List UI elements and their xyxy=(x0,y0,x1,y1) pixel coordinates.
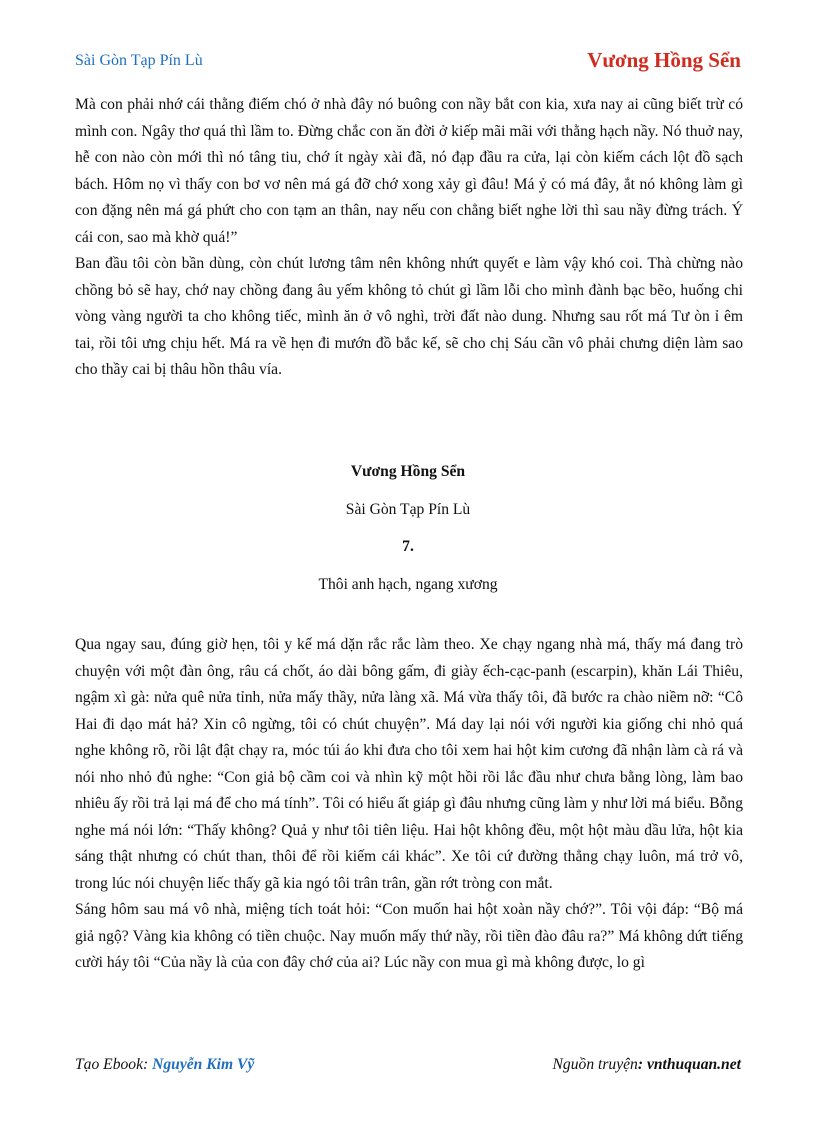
chapter-number: 7. xyxy=(402,538,414,555)
chapter-title: Thôi anh hạch, ngang xương xyxy=(318,576,498,593)
footer-source-site: vnthuquan.net xyxy=(646,1056,741,1073)
paragraph: Mà con phải nhớ cái thằng điếm chó ở nhà đây nó buông con nầy bắt con kia, xưa nay ai cũng biết trừ có mình con. Ngây thơ quá thì lầm to. Đừng chắc con ăn đời ở kiếp mãi mãi với thằng hạch nầy. Nó thuở nay, hễ con nào còn mới thì nó tâng tiu, chớ ít ngày xài đã, nó đạp đầu ra cửa, lại còn kiếm cách lột đồ sạch bách. Hôm nọ vì thấy con bơ vơ nên má gá đỡ chớ xong xảy gì đâu! Má ỷ có má đây, ắt nó không làm gì con đặng nên má gá phứt cho con tạm an thân, nay nếu con chẳng biết nghe lời thì sau nầy đừng trách. Ý cái con, sao mà khờ quá!” xyxy=(75,96,743,246)
footer-ebook-credit xyxy=(75,1056,254,1074)
footer-source-separator: : xyxy=(637,1056,647,1073)
chapter-author: Vương Hồng Sển xyxy=(350,463,466,480)
chapter-book-title: Sài Gòn Tạp Pín Lù xyxy=(345,501,471,518)
top-text-block xyxy=(75,92,743,384)
header-author: Vương Hồng Sển xyxy=(587,48,741,72)
footer-source-label: Nguồn truyện xyxy=(552,1056,638,1073)
footer-ebook-separator: : xyxy=(143,1056,153,1073)
footer-ebook-label: Tạo Ebook xyxy=(75,1056,144,1073)
paragraph: Ban đầu tôi còn bần dùng, còn chút lương tâm nên không nhứt quyết e làm vậy khó coi. Thà chừng nào chồng bỏ sẽ hay, chớ nay chồng đang âu yếm không tỏ chút gì lầm lỗi cho mình đành bạc bẽo, huống chi vòng vàng người ta cho không tiếc, mình ăn ở vô nghì, trời đất nào dung. Nhưng sau rốt má Tư òn ỉ êm tai, rồi tôi ưng chịu hết. Má ra về hẹn đi mướn đồ bắc kế, sẽ cho chị Sáu cần vô phải chưng diện làm sao cho thầy cai bị thâu hồn thâu vía. xyxy=(75,255,743,378)
paragraph: Qua ngay sau, đúng giờ hẹn, tôi y kế má dặn rắc rắc làm theo. Xe chạy ngang nhà má, thấy má đang trò chuyện với một đàn ông, râu cá chốt, áo dài bông gấm, đi giày ếch-cạc-panh (escarpin), khăn Lái Thiêu, ngậm xì gà: nửa quê nửa tỉnh, nửa mấy thầy, nửa làng xã. Má vừa thấy tôi, đã bước ra chào niềm nỡ: “Cô Hai đi dạo mát hả? Xin cô ngừng, tôi có chút chuyện”. Má day lại nói với người kia giống chi nhỏ quá nghe không rõ, rồi lật đật chạy ra, móc túi áo khi đưa cho tôi xem hai hột kim cương đã nhận làm cà rá và nói nho nhỏ đủ nghe: “Con giả bộ cầm coi và nhìn kỹ một hồi rồi lắc đầu như chưa bằng lòng, làm bao nhiêu ấy rồi trả lại má để cho má tính”. Tôi có hiểu ất giáp gì đâu nhưng cũng làm y như lời má biểu. Bỗng nghe má nói lớn: “Thấy không? Quả y như tôi tiên liệu. Hai hột không đều, một hột màu dầu lửa, hột kia sáng thật nhưng có chút than, thôi để rồi kiếm cái khác”. Xe tôi cứ đường thẳng chạy luôn, má trở vô, trong lúc nói chuyện liếc thấy gã kia ngó tôi trân trân, gần rớt tròng con mắt. xyxy=(75,636,743,892)
bottom-text-block xyxy=(75,632,743,977)
footer-creator-name: Nguyễn Kim Vỹ xyxy=(152,1056,255,1073)
paragraph: Sáng hôm sau má vô nhà, miệng tích toát hỏi: “Con muốn hai hột xoàn nầy chớ?”. Tôi vội đáp: “Bộ má giả ngộ? Vàng kia không có tiền chuộc. Nay muốn mấy thứ nầy, rồi tiền đào đâu ra?” Má không dứt tiếng cười háy tôi “Của nầy là của con đây chớ của ai? Lúc nầy con mua gì mà không được, lo gì xyxy=(75,901,743,971)
header-book-title: Sài Gòn Tạp Pín Lù xyxy=(75,52,203,69)
footer-source-credit xyxy=(553,1056,741,1074)
